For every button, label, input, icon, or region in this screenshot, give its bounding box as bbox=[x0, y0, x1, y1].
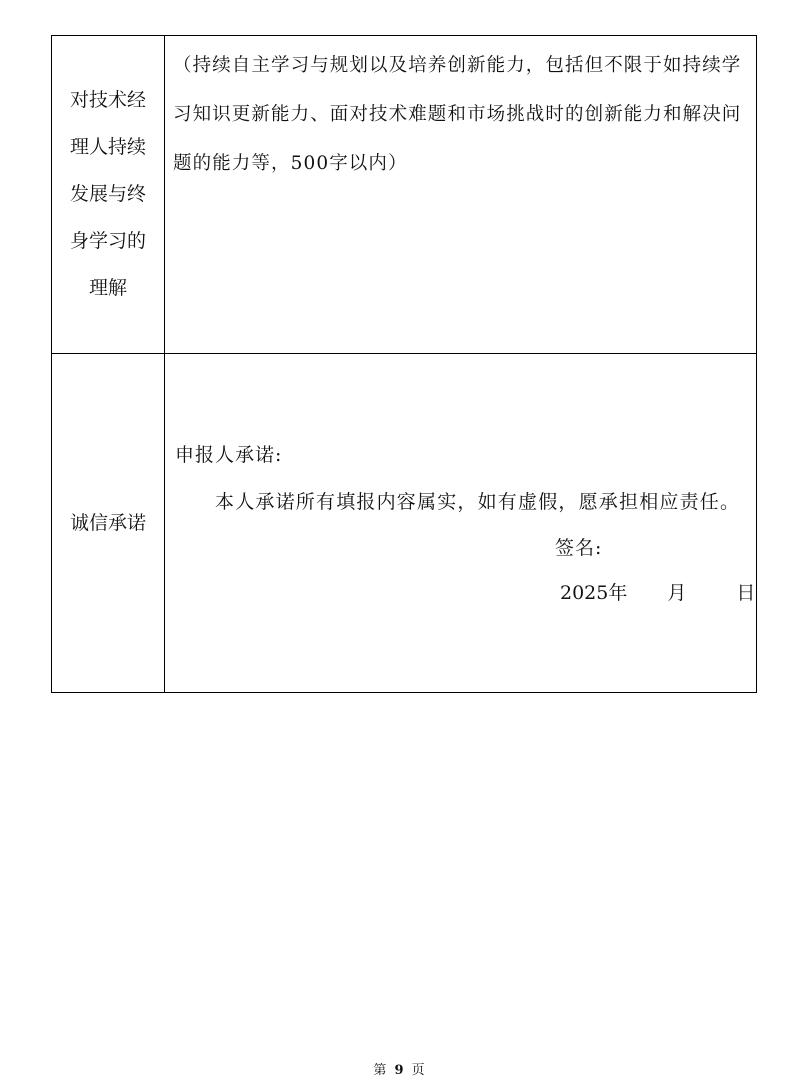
page-prefix: 第 bbox=[373, 1063, 389, 1078]
table-row-continuing-development bbox=[52, 36, 757, 354]
date-year: 2025年 bbox=[560, 582, 628, 604]
page-footer bbox=[0, 1059, 800, 1078]
row-label-line: 理解 bbox=[88, 277, 127, 299]
instruction-hint-text: （持续自主学习与规划以及培养创新能力，包括但不限于如持续学习知识更新能力、面对技术难题和市场挑战时的创新能力和解决问题的能力等，500字以内） bbox=[173, 55, 742, 174]
pledge-cell bbox=[165, 354, 757, 693]
pledge-title: 申报人承诺: bbox=[175, 444, 283, 466]
row-label-line: 理人持续 bbox=[69, 136, 146, 158]
row-label-continuing-development bbox=[52, 36, 165, 354]
date-day: 日 bbox=[736, 582, 756, 604]
row-label-line: 发展与终 bbox=[69, 183, 146, 205]
row-label-integrity-pledge: 诚信承诺 bbox=[52, 354, 165, 693]
date-field[interactable] bbox=[560, 578, 755, 605]
answer-cell-continuing-development[interactable] bbox=[165, 36, 757, 354]
table-row-integrity-pledge bbox=[52, 354, 757, 693]
page-number: 9 bbox=[394, 1063, 406, 1078]
row-label-line: 身学习的 bbox=[69, 230, 146, 252]
date-month: 月 bbox=[667, 582, 687, 604]
row-label-line: 对技术经 bbox=[69, 89, 146, 111]
pledge-statement: 本人承诺所有填报内容属实，如有虚假，愿承担相应责任。 bbox=[215, 491, 741, 513]
application-form-table bbox=[51, 35, 757, 693]
signature-field[interactable]: 签名: bbox=[555, 537, 603, 559]
page-suffix: 页 bbox=[411, 1063, 427, 1078]
